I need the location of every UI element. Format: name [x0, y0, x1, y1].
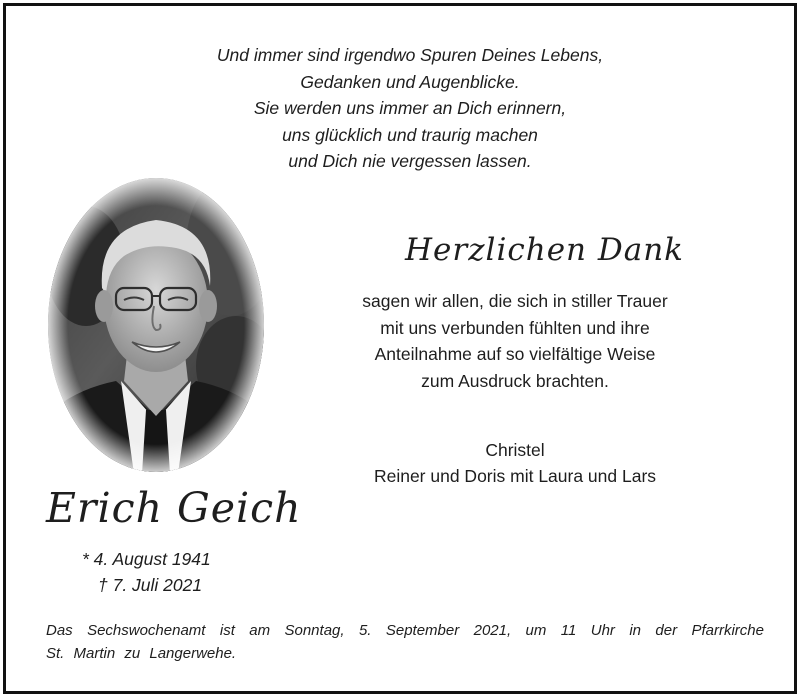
- family-line: Reiner und Doris mit Laura und Lars: [373, 465, 657, 486]
- poem-line: Sie werden uns immer an Dich erinnern,: [253, 98, 567, 118]
- thanks-line: Anteilnahme auf so vielfältige Weise: [374, 344, 656, 364]
- poem-line: Gedanken und Augenblicke.: [300, 71, 520, 92]
- portrait-photo: [46, 176, 266, 474]
- thanks-message: [330, 288, 700, 394]
- birth-date: * 4. August 1941: [82, 549, 211, 569]
- thanks-line: mit uns verbunden fühlten und ihre: [380, 317, 650, 338]
- deceased-name: Erich Geich: [46, 484, 302, 532]
- thanks-line: zum Ausdruck brachten.: [421, 370, 609, 391]
- life-dates: [82, 546, 282, 598]
- thanks-title: Herzlichen Dank: [405, 232, 684, 268]
- poem-line: Und immer sind irgendwo Spuren Deines Lebens,: [216, 45, 604, 65]
- memorial-mass-note: [46, 619, 764, 665]
- death-date: † 7. Juli 2021: [98, 575, 203, 595]
- mass-line: Das Sechswochenamt ist am Sonntag, 5. September 2021, um 11 Uhr in der Pfarrkirche: [46, 622, 764, 639]
- memorial-poem: [150, 42, 670, 175]
- family-line: Christel: [485, 440, 545, 460]
- mass-line: St. Martin zu Langerwehe.: [46, 645, 237, 662]
- thanks-line: sagen wir allen, die sich in stiller Trauer: [362, 291, 668, 311]
- family-signature: [330, 438, 700, 489]
- poem-line: uns glücklich und traurig machen: [282, 124, 538, 145]
- poem-line: und Dich nie vergessen lassen.: [288, 151, 532, 171]
